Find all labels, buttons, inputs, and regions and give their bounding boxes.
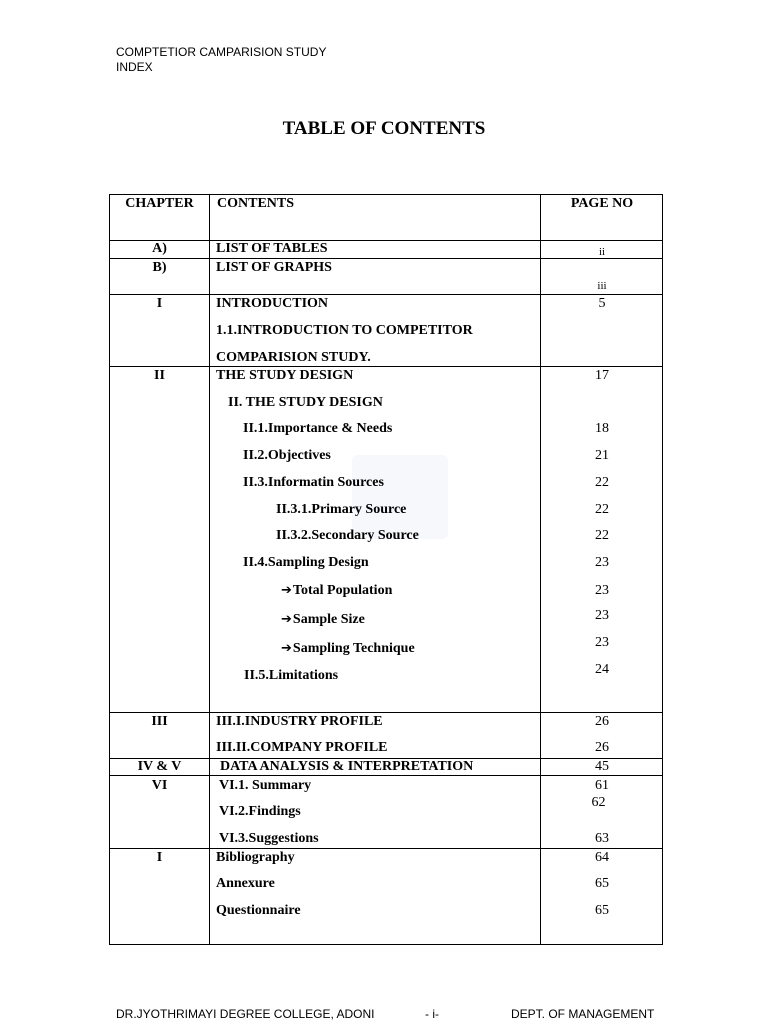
page-number: 45 <box>595 759 609 774</box>
contents-entry: Annexure <box>216 876 275 891</box>
row-divider <box>110 775 662 776</box>
table-of-contents <box>109 194 663 945</box>
chapter-label: VI <box>151 778 168 793</box>
page-header <box>116 45 326 75</box>
contents-entry: LIST OF GRAPHS <box>216 260 332 275</box>
page-number: 5 <box>598 296 606 311</box>
arrow-right-icon: ➔ <box>281 583 292 598</box>
chapter-label: I <box>156 850 163 865</box>
footer-college-name: DR.JYOTHRIMAYI DEGREE COLLEGE, ADONI <box>116 1007 375 1021</box>
page-number: 22 <box>595 502 609 517</box>
page-number: 62 <box>591 795 606 810</box>
contents-entry: 1.1.INTRODUCTION TO COMPETITOR <box>216 323 473 338</box>
contents-entry: II.3.1.Primary Source <box>276 502 407 517</box>
contents-entry: VI.2.Findings <box>219 804 301 819</box>
contents-entry: LIST OF TABLES <box>216 241 328 256</box>
contents-entry: Bibliography <box>216 850 295 865</box>
entry-text: Sampling Technique <box>292 641 415 656</box>
row-divider <box>110 366 662 367</box>
contents-entry: II.4.Sampling Design <box>243 555 369 570</box>
header-index-label: INDEX <box>116 60 153 74</box>
row-divider <box>110 712 662 713</box>
contents-entry <box>281 612 365 628</box>
page-number: iii <box>597 280 607 292</box>
chapter-label: IV & V <box>137 759 182 774</box>
arrow-right-icon: ➔ <box>281 641 292 656</box>
contents-entry: VI.1. Summary <box>219 778 312 793</box>
contents-entry: INTRODUCTION <box>216 296 329 311</box>
contents-entry: II.2.Objectives <box>243 448 331 463</box>
footer-department: DEPT. OF MANAGEMENT <box>511 1007 655 1021</box>
contents-entry: II.3.2.Secondary Source <box>276 528 419 543</box>
contents-entry: COMPARISION STUDY. <box>216 350 371 365</box>
chapter-label: I <box>156 296 163 311</box>
contents-entry: II.5.Limitations <box>244 668 339 683</box>
row-divider <box>110 294 662 295</box>
page-number: 22 <box>595 475 609 490</box>
header-study-title: COMPTETIOR CAMPARISION STUDY <box>116 45 327 59</box>
page-number: 24 <box>595 662 609 677</box>
page-number: 63 <box>595 831 609 846</box>
contents-entry: III.I.INDUSTRY PROFILE <box>216 714 383 729</box>
page-number: 26 <box>595 740 609 755</box>
entry-text: Total Population <box>292 583 393 598</box>
entry-text: Sample Size <box>292 612 365 627</box>
page-number: 65 <box>595 876 609 891</box>
arrow-right-icon: ➔ <box>281 612 292 627</box>
chapter-label: III <box>151 714 168 729</box>
page-number: 26 <box>595 714 609 729</box>
page-number: 23 <box>595 583 609 598</box>
contents-entry: DATA ANALYSIS & INTERPRETATION <box>220 759 474 774</box>
contents-entry: VI.3.Suggestions <box>219 831 319 846</box>
chapter-label: A) <box>152 241 167 256</box>
contents-entry <box>281 641 415 657</box>
page-number: 61 <box>595 778 609 793</box>
page-number: 22 <box>595 528 609 543</box>
page-number: ii <box>598 246 606 258</box>
footer-page-number: - i- <box>425 1007 439 1021</box>
page-number: 21 <box>595 448 609 463</box>
chapter-label: II <box>154 368 165 383</box>
column-divider <box>209 195 210 944</box>
page-number: 17 <box>595 368 609 383</box>
contents-entry: II.1.Importance & Needs <box>243 421 393 436</box>
contents-entry: III.II.COMPANY PROFILE <box>216 740 388 755</box>
page-number: 18 <box>595 421 609 436</box>
page-number: 64 <box>595 850 609 865</box>
contents-entry <box>281 583 392 599</box>
row-divider <box>110 848 662 849</box>
contents-entry: II.3.Informatin Sources <box>243 475 384 490</box>
page-number: 23 <box>595 608 609 623</box>
column-header-contents: CONTENTS <box>217 196 295 211</box>
page-title: TABLE OF CONTENTS <box>282 118 486 139</box>
chapter-label: B) <box>152 260 167 275</box>
page-number: 23 <box>595 555 609 570</box>
contents-entry: THE STUDY DESIGN <box>216 368 354 383</box>
contents-entry: Questionnaire <box>216 903 301 918</box>
column-header-chapter: CHAPTER <box>125 196 194 211</box>
column-header-page: PAGE NO <box>570 196 634 211</box>
contents-entry: II. THE STUDY DESIGN <box>228 395 383 410</box>
page-number: 65 <box>595 903 609 918</box>
page-number: 23 <box>595 635 609 650</box>
